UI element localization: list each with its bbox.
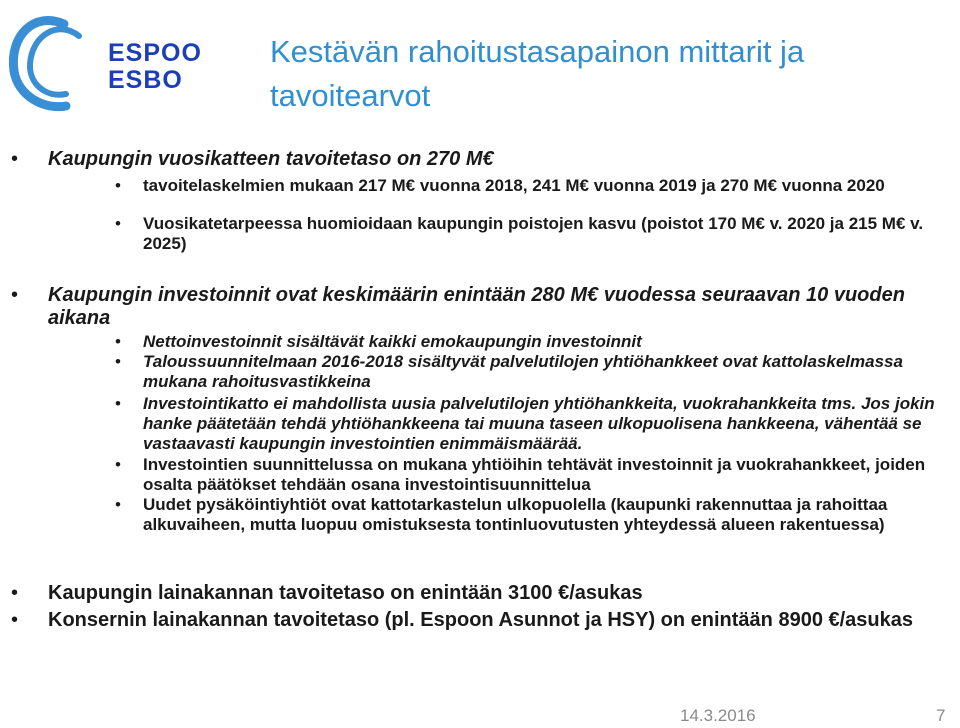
list-item: • Vuosikatetarpeessa huomioidaan kaupungin poistojen kasvu (poistot 170 M€ v. 2020 ja 215 M€ v. 2025) xyxy=(143,214,948,254)
logo-arc-icon xyxy=(4,6,114,114)
list-item: • Uudet pysäköintiyhtiöt ovat kattotarkastelun ulkopuolella (kaupunki rakennuttaa ja rahoittaa alkuvaiheen, mutta luopuu omistuksesta tontinluovutusten yhteydessä alueen rakentuessa) xyxy=(143,495,948,535)
list-item: • Investointien suunnittelussa on mukana yhtiöihin tehtävät investoinnit ja vuokrahankkeet, joiden osalta päätökset tehdään osana investointisuunnittelua xyxy=(143,455,948,495)
brand-line-1: ESPOO xyxy=(108,39,202,67)
section-heading-2: • Kaupungin investoinnit ovat keskimäärin enintään 280 M€ vuodessa seuraavan 10 vuoden aikana xyxy=(48,284,948,330)
page-title: Kestävän rahoitustasapainon mittarit ja tavoitearvot xyxy=(270,34,805,113)
list-item: • tavoitelaskelmien mukaan 217 M€ vuonna 2018, 241 M€ vuonna 2019 ja 270 M€ vuonna 2020 xyxy=(143,176,948,196)
brand-line-2: ESBO xyxy=(108,66,183,94)
brand-wordmark xyxy=(108,40,202,94)
bottom-item-2: • Konsernin lainakannan tavoitetaso (pl. Espoon Asunnot ja HSY) on enintään 8900 €/asukas xyxy=(48,609,948,632)
bottom-item-1: • Kaupungin lainakannan tavoitetaso on enintään 3100 €/asukas xyxy=(48,582,948,605)
list-item: • Nettoinvestoinnit sisältävät kaikki emokaupungin investoinnit xyxy=(143,332,948,352)
section-heading-1: • Kaupungin vuosikatteen tavoitetaso on 270 M€ xyxy=(48,148,948,171)
list-item: • Investointikatto ei mahdollista uusia palvelutilojen yhtiöhankkeita, vuokrahankkeita tms. Jos jokin hanke päätetään tehdä yhtiöhankkeena tai muuna taseen ulkopuolisena hankkeena, vähentää se vastaavasti kaupungin investointien enimmäismäärää. xyxy=(143,394,948,454)
footer-date: 14.3.2016 xyxy=(680,706,756,725)
list-item: • Taloussuunnitelmaan 2016-2018 sisältyvät palvelutilojen yhtiöhankkeet ovat kattolaskelmassa mukana rahoitusvastikkeina xyxy=(143,352,948,392)
page-number: 7 xyxy=(936,706,946,725)
